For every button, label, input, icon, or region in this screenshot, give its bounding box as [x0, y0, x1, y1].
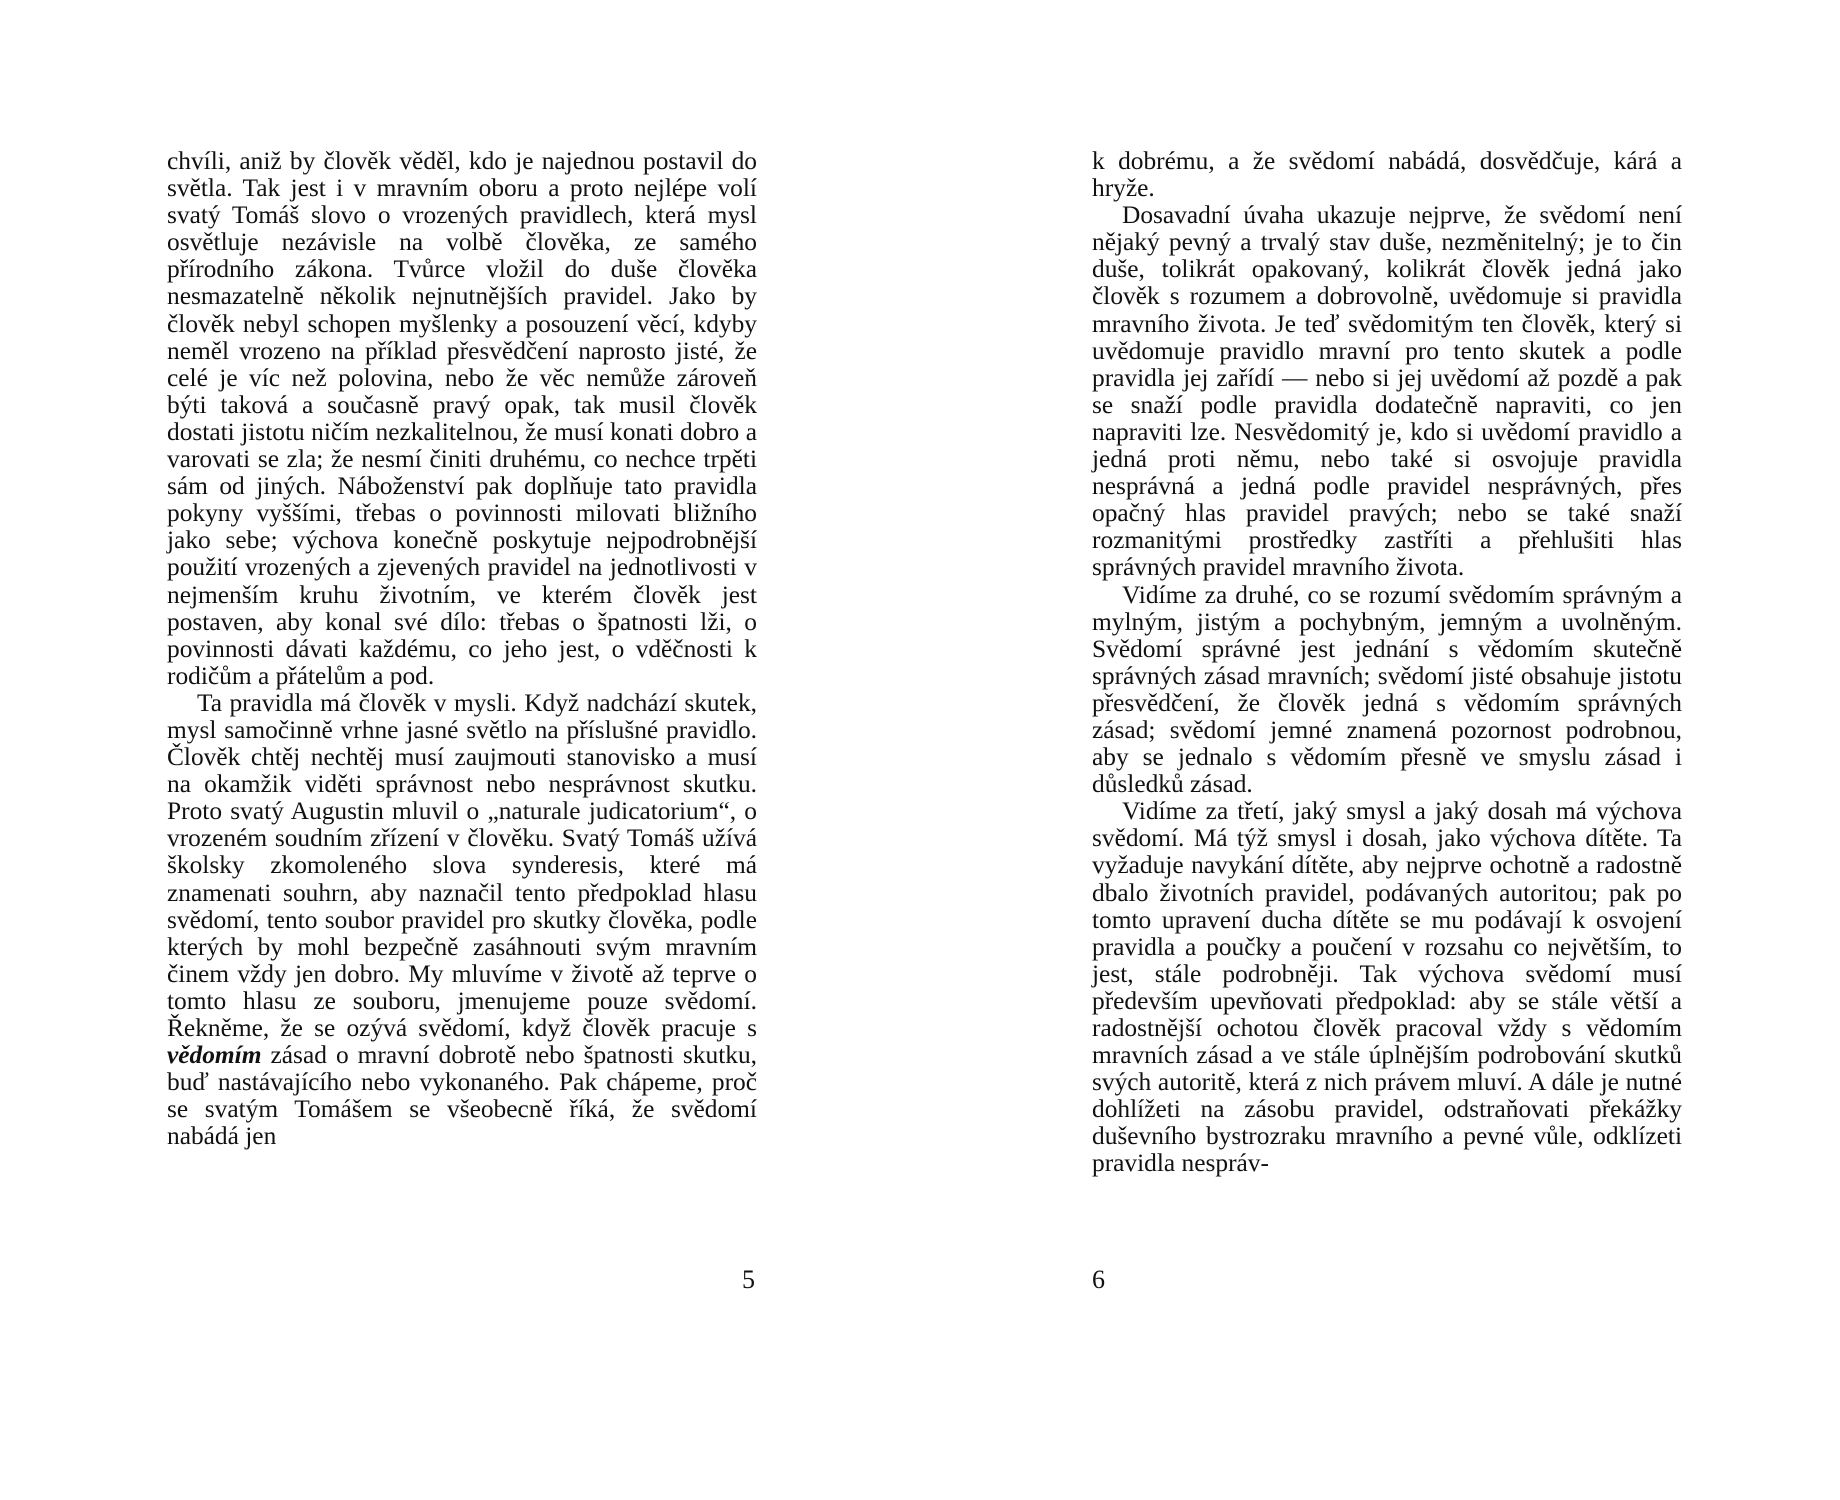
right-page — [920, 0, 1840, 1500]
paragraph: Vidíme za třetí, jaký smysl a jaký dosah má výchova svědomí. Má týž smysl i dosah, jako výchova dítěte. Ta vyžaduje navykání dítěte, aby nejprve ochotně a radostně dbalo životních pravidel, podávaných autoritou; pak po tomto upravení ducha dítěte se mu podávají k osvojení pravidla a poučky a poučení v rozsahu co největším, to jest, stále podrobněji. Tak výchova svědomí musí především upevňovati předpoklad: aby se stále větší a radostnější ochotou člověk pracoval vždy s vědomím mravních zásad a ve stále úplnějším podrobování skutků svých autoritě, která z nich právem mluví. A dále je nutné dohlížeti na zásobu pravidel, odstraňovati překážky duševního bystrozraku mravního a pevné vůle, odklízeti pravidla nespráv- — [1092, 797, 1682, 1178]
paragraph-text: Ta pravidla má člověk v mysli. Když nadchází skutek, mysl samočinně vrhne jasné světlo na příslušné pravidlo. Člověk chtěj nechtěj musí zaujmouti stanovisko a musí na okamžik viděti správnost nebo nesprávnost skutku. Proto svatý Augustin mluvil o „naturale judicatorium“, o vrozeném soudním zřízení v člověku. Svatý Tomáš užívá školsky zkomoleného slova synderesis, které má znamenati souhrn, aby naznačil tento předpoklad hlasu svědomí, tento soubor pravidel pro skutky člověka, podle kterých by mohl bezpečně zasáhnouti svým mravním činem vždy jen dobro. My mluvíme v životě až teprve o tomto hlasu ze souboru, jmenujeme pouze svědomí. Řekněme, že se ozývá svědomí, když člověk pracuje s — [167, 688, 757, 1042]
page-number: 6 — [1092, 1265, 1105, 1294]
paragraph: Vidíme za druhé, co se rozumí svědomím správným a mylným, jistým a pochybným, jemným a uvolněným. Svědomí správné jest jednání s vědomím skutečně správných zásad mravních; svědomí jisté obsahuje jistotu přesvědčení, že člověk jedná s vědomím správných zásad; svědomí jemné znamená pozornost podrobnou, aby se jednalo s vědomím přesně ve smyslu zásad i důsledků zásad. — [1092, 580, 1682, 799]
paragraph — [167, 690, 757, 1151]
paragraph-text: zásad o mravní dobrotě nebo špatnosti skutku, buď nastávajícího nebo vykonaného. Pak chápeme, proč se svatým Tomášem se všeobecně říká, že svědomí nabádá jen — [167, 1041, 757, 1151]
paragraph: k dobrému, a že svědomí nabádá, dosvědčuje, kárá a hryže. — [1092, 147, 1682, 203]
emphasized-word: vědomím — [167, 1041, 262, 1070]
paragraph: chvíli, aniž by člověk věděl, kdo je najednou postavil do světla. Tak jest i v mravním oboru a proto nejlépe volí svatý Tomáš slovo o vrozených pravidlech, která mysl osvětluje nezávisle na volbě člověka, ze samého přírodního zákona. Tvůrce vložil do duše člověka nesmazatelně několik nejnutnějších pravidel. Jako by člověk nebyl schopen myšlenky a posouzení věcí, kdyby neměl vrozeno na příklad přesvědčení naprosto jisté, že celé je víc než polovina, nebo že věc nemůže zároveň býti taková a současně pravý opak, tak musil člověk dostati jistotu ničím nezkalitelnou, že musí konati dobro a varovati se zla; že nesmí činiti druhému, co nechce trpěti sám od jiných. Náboženství pak doplňuje tato pravidla pokyny vyššími, třebas o povinnosti milovati bližního jako sebe; výchova konečně poskytuje nejpodrobnější použití vrozených a zjevených pravidel na jednotlivosti v nejmenším kruhu životním, ve kterém člověk jest postaven, aby konal své dílo: třebas o špatnosti lži, o povinnosti dávati každému, co jeho jest, o vděčnosti k rodičům a přátelům a pod. — [167, 147, 757, 690]
paragraph: Dosavadní úvaha ukazuje nejprve, že svědomí není nějaký pevný a trvalý stav duše, nezměnitelný; je to čin duše, tolikrát opakovaný, kolikrát člověk jedná jako člověk s rozumem a dobrovolně, uvědomuje si pravidla mravního života. Je teď svědomitým ten člověk, který si uvědomuje pravidlo mravní pro tento skutek a podle pravidla jej zařídí — nebo si jej uvědomí až pozdě a pak se snaží podle pravidla dodatečně napraviti, co jen napraviti lze. Nesvědomitý je, kdo si uvědomí pravidlo a jedná proti němu, nebo také si osvojuje pravidla nesprávná a jedná podle pravidel nesprávných, přes opačný hlas pravidel pravých; nebo se také snaží rozmanitými prostředky zastříti a přehlušiti hlas správných pravidel mravního života. — [1092, 201, 1682, 582]
right-page-text — [1092, 148, 1682, 1178]
left-page-text — [167, 148, 757, 1150]
page-number: 5 — [742, 1265, 755, 1294]
